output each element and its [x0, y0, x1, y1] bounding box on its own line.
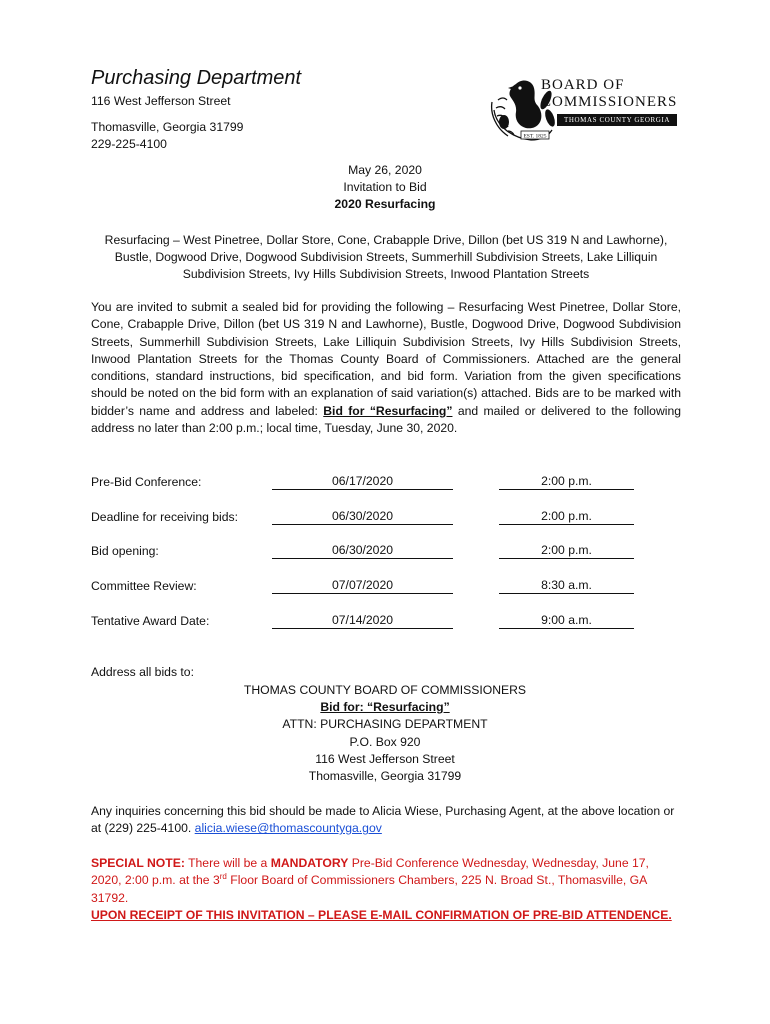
- paragraph-text-after: and mailed or delivered to the following address no later than 2:00 p.m.; local time, Tuesday, June 30, 2020.: [91, 403, 682, 436]
- schedule-label: Committee Review:: [91, 579, 197, 593]
- board-of-commissioners-logo: [486, 70, 686, 148]
- address-line-street: 116 West Jefferson Street: [315, 752, 455, 766]
- bid-label: Bid for “Resurfacing”: [323, 403, 453, 418]
- schedule-time: 2:00 p.m.: [499, 474, 634, 490]
- schedule-date: 06/30/2020: [272, 509, 453, 525]
- address-intro: Address all bids to:: [91, 665, 194, 679]
- address-line-city: Thomasville, Georgia 31799: [308, 769, 462, 783]
- purchasing-email-link[interactable]: alicia.wiese@thomascountyga.gov: [194, 821, 382, 836]
- paragraph-text-before: You are invited to submit a sealed bid for providing the following – Resurfacing West Pinetree, Dollar Store, Cone, Crabapple Drive, Dillon (bet US 319 N and Lawhorne), Bustle, Dogwood Drive, Dogwood Subdivision Streets, Summerhill Subdivision Streets, Lake Lilliquin Subdivision Streets, Ivy Hills Subdivision Streets, Inwood Plantation Streets for the Thomas County Board of Commissioners. Attached are the general conditions, standard instructions, bid specification, and bid form. Variation from the given specifications should be noted on the bid form with an explanation of said variation(s) attached. Bids are to be marked with bidder’s name and address and labeled:: [91, 300, 681, 418]
- logo-county-banner: THOMAS COUNTY GEORGIA: [557, 114, 677, 126]
- schedule-date: 06/17/2020: [272, 474, 453, 490]
- department-title: Purchasing Department: [91, 67, 302, 89]
- special-note-mandatory: MANDATORY: [270, 856, 349, 870]
- schedule-date: 07/14/2020: [272, 613, 453, 629]
- schedule-label: Pre-Bid Conference:: [91, 475, 202, 489]
- schedule-date: 07/07/2020: [272, 578, 453, 594]
- subject-line-1: Resurfacing – West Pinetree, Dollar Store, Cone, Crabapple Drive, Dillon (bet US 319 N and Lawhorne),: [104, 233, 668, 247]
- project-title: 2020 Resurfacing: [334, 197, 436, 211]
- special-note-text-3: Floor Board of Commissioners Chambers, 225 N. Broad St., Thomasville, GA 31792.: [91, 873, 647, 905]
- inquiries-text: Any inquiries concerning this bid should be made to Alicia Wiese, Purchasing Agent, at the above location or at (229) 225-4100.: [91, 804, 675, 836]
- confirmation-request: UPON RECEIPT OF THIS INVITATION – PLEASE E-MAIL CONFIRMATION OF PRE-BID ATTENDENCE.: [91, 908, 672, 922]
- subject-line-3: Subdivision Streets, Ivy Hills Subdivision Streets, Inwood Plantation Streets: [182, 267, 590, 281]
- header-phone: 229-225-4100: [91, 137, 167, 151]
- schedule-time: 8:30 a.m.: [499, 578, 634, 594]
- address-bid-for-label: Bid for: “Resurfacing”: [320, 700, 450, 714]
- special-note-text-1: There will be a: [184, 856, 271, 870]
- schedule-time: 2:00 p.m.: [499, 543, 634, 559]
- address-line-attn: ATTN: PURCHASING DEPARTMENT: [282, 717, 488, 731]
- invitation-date: May 26, 2020: [348, 163, 422, 177]
- schedule-label: Deadline for receiving bids:: [91, 510, 239, 524]
- header-street: 116 West Jefferson Street: [91, 94, 231, 108]
- schedule-time: 2:00 p.m.: [499, 509, 634, 525]
- schedule-label: Bid opening:: [91, 544, 159, 558]
- address-line-bid-for: [0, 699, 770, 717]
- logo-line-commissioners: COMMISSIONERS: [541, 94, 678, 110]
- address-line-board: THOMAS COUNTY BOARD OF COMMISSIONERS: [243, 683, 527, 697]
- special-note: [91, 855, 681, 907]
- invitation-paragraph: [91, 299, 681, 437]
- schedule-label: Tentative Award Date:: [91, 614, 210, 628]
- seal-text: EST. 1825: [523, 133, 547, 140]
- special-note-label: SPECIAL NOTE:: [91, 856, 185, 870]
- logo-line-board-of: BOARD OF: [541, 77, 625, 93]
- invitation-type: Invitation to Bid: [343, 180, 427, 194]
- special-note-text-2: Pre-Bid Conference Wednesday, Wednesday, June 17, 2020, 2:00 p.m. at the 3: [91, 856, 649, 888]
- special-note-sup: rd: [219, 872, 227, 882]
- schedule-date: 06/30/2020: [272, 543, 453, 559]
- header-city: Thomasville, Georgia 31799: [91, 120, 244, 134]
- address-line-po-box: P.O. Box 920: [349, 735, 421, 749]
- schedule-time: 9:00 a.m.: [499, 613, 634, 629]
- inquiries-paragraph: [91, 803, 681, 838]
- subject-line-2: Bustle, Dogwood Drive, Dogwood Subdivision Streets, Summerhill Subdivision Streets, Lake Lilliquin: [114, 250, 658, 264]
